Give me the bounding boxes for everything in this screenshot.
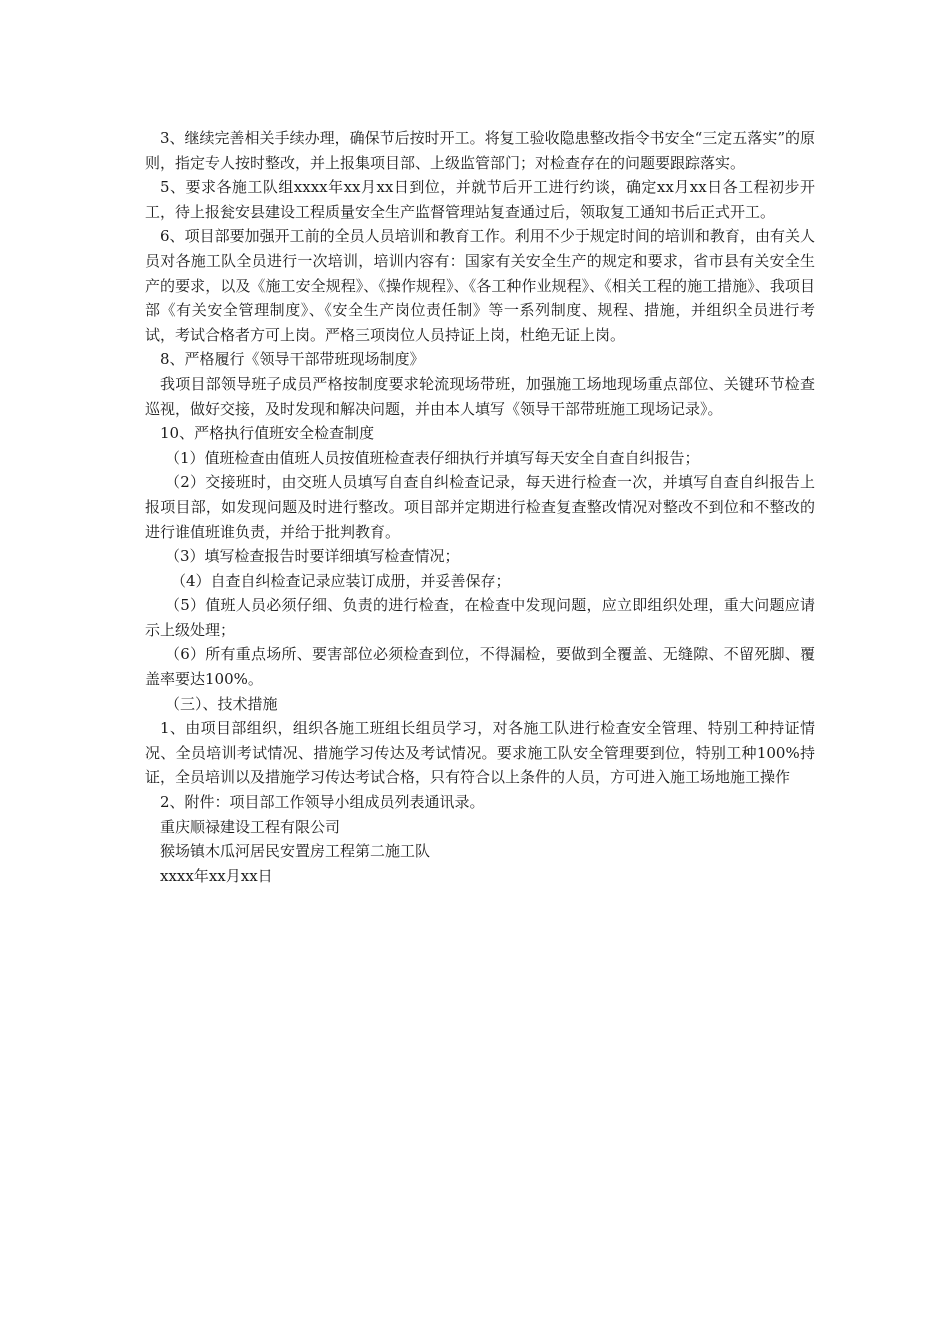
duty-check-item-5: （5）值班人员必须仔细、负责的进行检查，在检查中发现问题，应立即组织处理，重大问题应请示上级处理；: [145, 596, 815, 639]
section-heading-duty-check: 10、严格执行值班安全检查制度: [160, 424, 375, 443]
duty-check-item-6: （6）所有重点场所、要害部位必须检查到位，不得漏检，要做到全覆盖、无缝隙、不留死脚、覆盖率要达100%。: [145, 645, 815, 689]
duty-check-item-3: （3）填写检查报告时要详细填写检查情况；: [165, 547, 460, 566]
technical-item-1: 1、由项目部组织，组织各施工班组长组员学习，对各施工队进行检查安全管理、特别工种持证情况、全员培训考试情况、措施学习传达及考试情况。要求施工队安全管理要到位，特别工种100%持证，全员培训以及措施学习传达考试合格，只有符合以上条件的人员，方可进入施工场地施工操作: [145, 719, 815, 787]
duty-check-item-1: （1）值班检查由值班人员按值班检查表仔细执行并填写每天安全自查自纠报告；: [165, 448, 700, 467]
technical-item-2: 2、附件：项目部工作领导小组成员列表通讯录。: [160, 793, 485, 812]
paragraph-item-3: 3、继续完善相关手续办理，确保节后按时开工。将复工验收隐患整改指令书安全“三定五落实”的原则，指定专人按时整改，并上报集项目部、上级监管部门；对检查存在的问题要跟踪落实。: [145, 129, 815, 172]
signature-company: 重庆顺禄建设工程有限公司: [160, 817, 341, 836]
paragraph-leader-duty: 我项目部领导班子成员严格按制度要求轮流现场带班，加强施工场地现场重点部位、关键环节检查巡视，做好交接，及时发现和解决问题，并由本人填写《领导干部带班施工现场记录》。: [145, 374, 815, 418]
signature-date: xxxx年xx月xx日: [160, 866, 273, 885]
paragraph-item-6: 6、项目部要加强开工前的全员人员培训和教育工作。利用不少于规定时间的培训和教育，由有关人员对各施工队全员进行一次培训，培训内容有：国家有关安全生产的规定和要求，省市县有关安全生产的要求，以及《施工安全规程》、《操作规程》、《各工种作业规程》、《相关工程的施工措施》、我项目部《有关安全管理制度》、《安全生产岗位责任制》等一系列制度、规程、措施，并组织全员进行考试，考试合格者方可上岗。严格三项岗位人员持证上岗，杜绝无证上岗。: [145, 227, 815, 344]
section-heading-technical: （三）、技术措施: [165, 694, 278, 713]
section-heading-leader-duty: 8、严格履行《领导干部带班现场制度》: [160, 350, 425, 369]
signature-team: 猴场镇木瓜河居民安置房工程第二施工队: [160, 842, 431, 861]
duty-check-item-2: （2）交接班时，由交班人员填写自查自纠检查记录，每天进行检查一次，并填写自查自纠报告上报项目部，如发现问题及时进行整改。项目部并定期进行检查复查整改情况对整改不到位和不整改的进行谁值班谁负责，并给于批判教育。: [145, 473, 815, 541]
paragraph-item-5: 5、要求各施工队组xxxx年xx月xx日到位，并就节后开工进行约谈，确定xx月xx日各工程初步开工，待上报瓮安县建设工程质量安全生产监督管理站复查通过后，领取复工通知书后正式开工。: [145, 178, 815, 221]
document-body: [145, 126, 815, 888]
duty-check-item-4: （4）自查自纠检查记录应装订成册，并妥善保存；: [171, 571, 511, 590]
